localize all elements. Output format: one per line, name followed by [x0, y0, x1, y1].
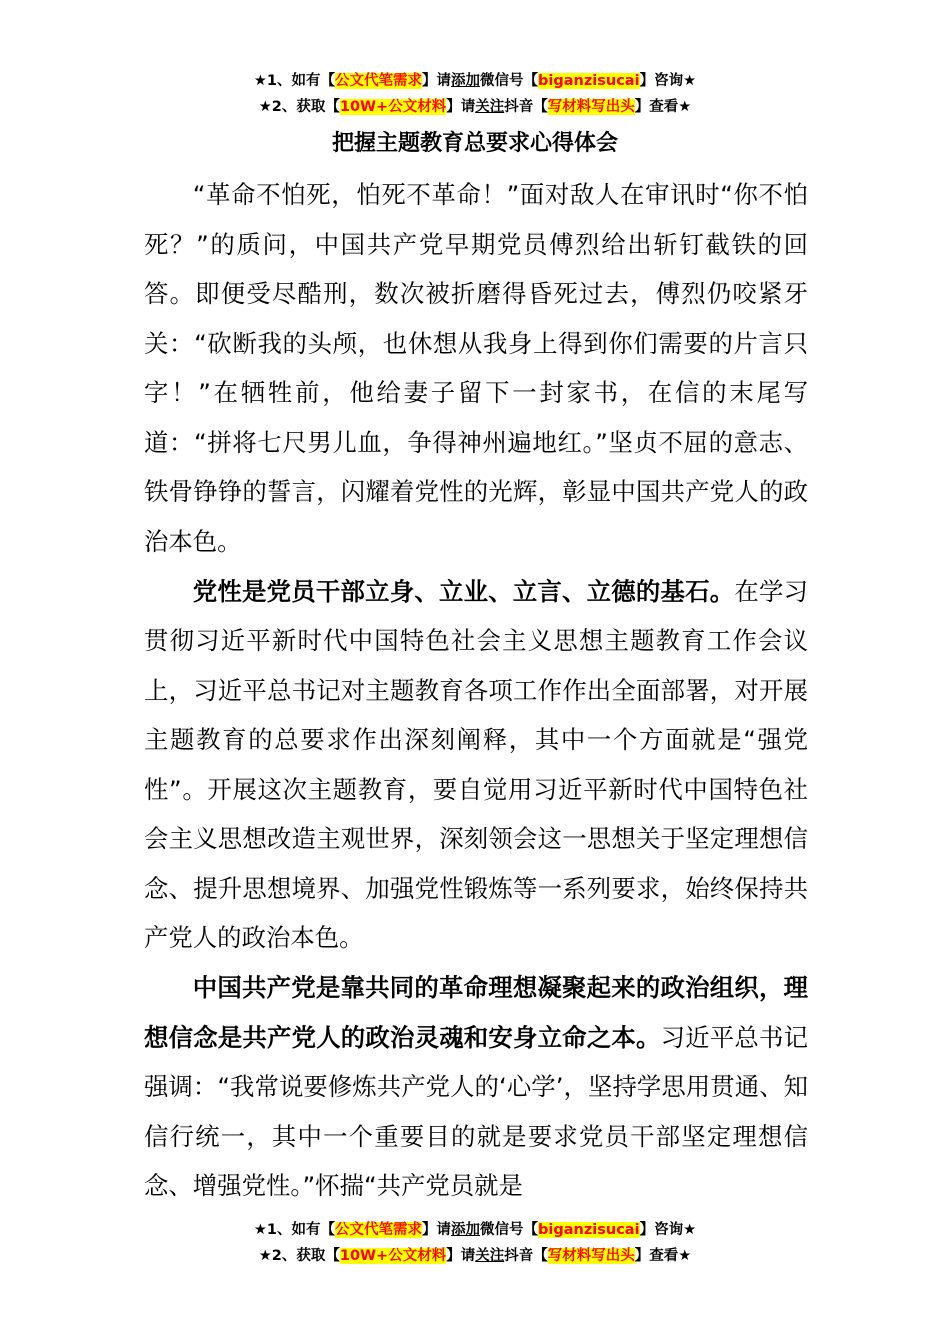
banner-text: 】请: [422, 1222, 452, 1238]
banner-text: 微信号【: [480, 1222, 539, 1238]
banner-highlight: 10W+公文材料: [339, 99, 447, 115]
banner-line-2: [0, 1243, 950, 1269]
banner-text: ★1、如有【: [253, 1222, 336, 1238]
paragraph-2: [144, 567, 808, 963]
banner-line-1: [0, 1217, 950, 1243]
banner-underlined: 关注: [475, 99, 505, 115]
header-banner: [0, 68, 950, 120]
paragraph-1: “革命不怕死，怕死不革命！”面对敌人在审讯时“你不怕死？”的质问，中国共产党早期党员傅烈给出斩钉截铁的回答。即便受尽酷刑，数次被折磨得昏死过去，傅烈仍咬紧牙关：“砍断我的头颅，也休想从我身上得到你们需要的片言只字！”在牺牲前，他给妻子留下一封家书，在信的末尾写道：“拼将七尺男儿血，争得神州遍地红。”坚贞不屈的意志、铁骨铮铮的誓言，闪耀着党性的光辉，彰显中国共产党人的政治本色。: [144, 180, 808, 556]
footer-banner: [0, 1217, 950, 1269]
banner-highlight: 写材料写出头: [547, 99, 635, 115]
banner-text: 】请: [446, 99, 476, 115]
banner-text: 】查看★: [634, 1248, 692, 1264]
banner-highlight: biganzisucai: [538, 73, 640, 89]
banner-underlined: 关注: [475, 1248, 505, 1264]
banner-line-1: [0, 68, 950, 94]
banner-text: 抖音【: [504, 99, 548, 115]
paragraph-3-text: 习近平总书记强调：“我常说要修炼共产党人的‘心学’，坚持学思用贯通、知信行统一，其中一个重要目的就是要求党员干部坚定理想信念、增强党性。”怀揣“共产党员就是: [144, 1022, 808, 1200]
banner-line-2: [0, 94, 950, 120]
document-body: [144, 170, 808, 1211]
paragraph-2-lead: 党性是党员干部立身、立业、立言、立德的基石。: [192, 576, 735, 606]
banner-text: 】请: [422, 73, 452, 89]
banner-text: ★1、如有【: [253, 73, 336, 89]
banner-text: ★2、获取【: [258, 1248, 340, 1264]
document-title: 把握主题教育总要求心得体会: [331, 131, 618, 156]
banner-highlight: biganzisucai: [538, 1222, 640, 1238]
banner-highlight: 公文代笔需求: [335, 1222, 423, 1238]
banner-text: ★2、获取【: [258, 99, 340, 115]
banner-text: 】咨询★: [639, 1222, 697, 1238]
banner-underlined: 添加: [451, 73, 481, 89]
paragraph-2-text: 在学习贯彻习近平新时代中国特色社会主义思想主题教育工作会议上，习近平总书记对主题教育各项工作作出全面部署，对开展主题教育的总要求作出深刻阐释，其中一个方面就是“强党性”。开展这次主题教育，要自觉用习近平新时代中国特色社会主义思想改造主观世界，深刻领会这一思想关于坚定理想信念、提升思想境界、加强党性锻炼等一系列要求，始终保持共产党人的政治本色。: [144, 576, 808, 952]
banner-text: 微信号【: [480, 73, 539, 89]
banner-text: 】咨询★: [639, 73, 697, 89]
banner-highlight: 公文代笔需求: [335, 73, 423, 89]
banner-text: 抖音【: [504, 1248, 548, 1264]
paragraph-3: [144, 963, 808, 1211]
banner-underlined: 添加: [451, 1222, 481, 1238]
banner-highlight: 写材料写出头: [547, 1248, 635, 1264]
banner-highlight: 10W+公文材料: [339, 1248, 447, 1264]
paragraph-3-lead: 中国共产党是靠共同的革命理想凝聚起来的政治组织，理想信念是共产党人的政治灵魂和安身立命之本。: [144, 973, 808, 1052]
banner-text: 】查看★: [634, 99, 692, 115]
banner-text: 】请: [446, 1248, 476, 1264]
